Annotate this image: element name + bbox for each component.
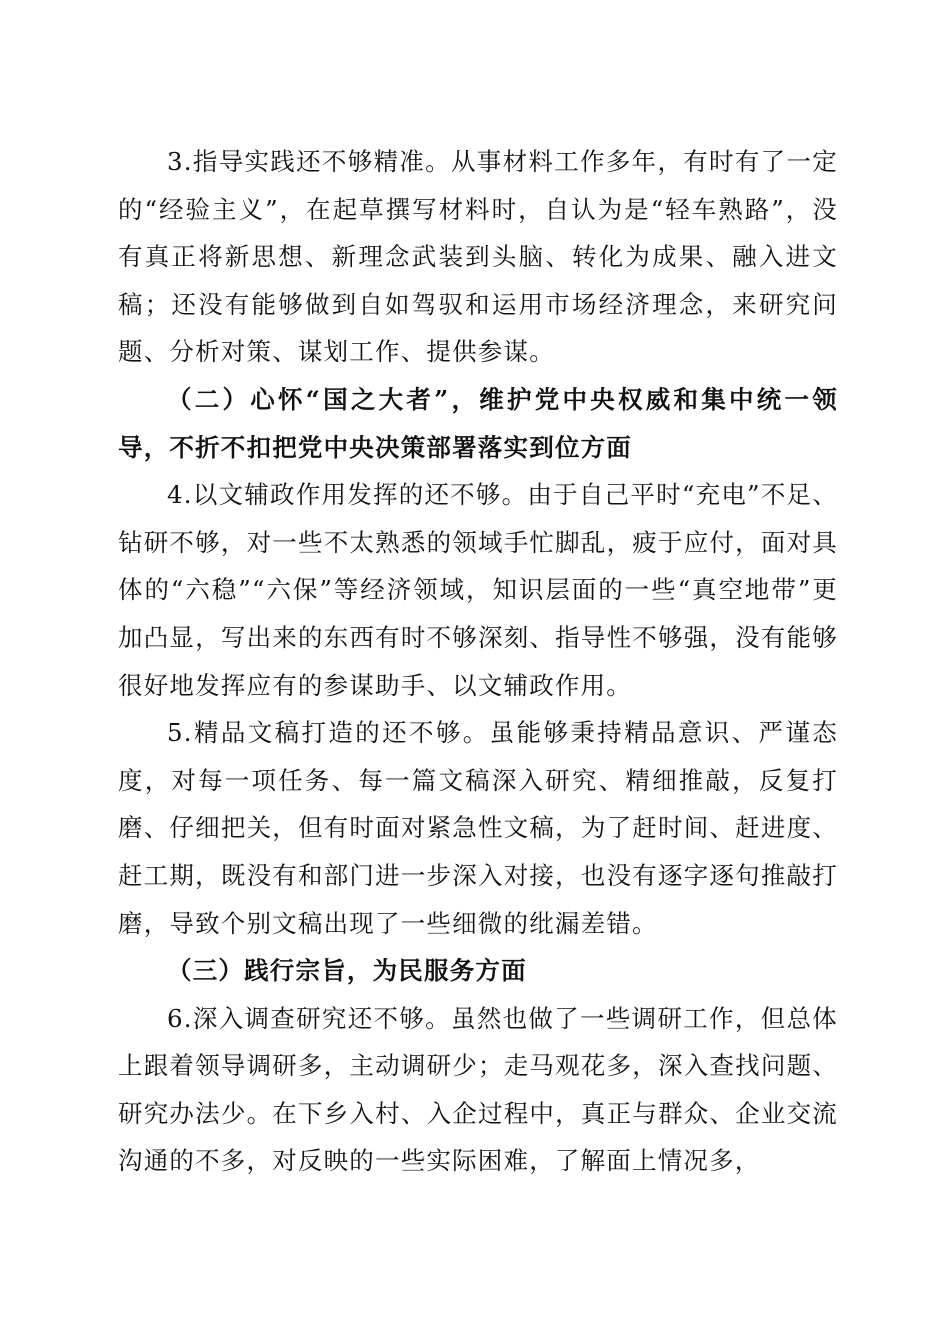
- paragraph-item-3: 3.指导实践还不够精准。从事材料工作多年，有时有了一定的“经验主义”，在起草撰写材料时，自认为是“轻车熟路”，没有真正将新思想、新理念武装到头脑、转化为成果、融入进文稿；还没有能够做到自如驾驭和运用市场经济理念，来研究问题、分析对策、谋划工作、提供参谋。: [118, 147, 838, 367]
- paragraph-item-6: 6.深入调查研究还不够。虽然也做了一些调研工作，但总体上跟着领导调研多，主动调研少；走马观花多，深入查找问题、研究办法少。在下乡入村、入企过程中，真正与群众、企业交流沟通的不多，对反映的一些实际困难，了解面上情况多，: [118, 1003, 838, 1176]
- paragraph-item-5: 5.精品文稿打造的还不够。虽能够秉持精品意识、严谨态度，对每一项任务、每一篇文稿深入研究、精细推敲，反复打磨、仔细把关，但有时面对紧急性文稿，为了赶时间、赶进度、赶工期，既没有和部门进一步深入对接，也没有逐字逐句推敲打磨，导致个别文稿出现了一些细微的纰漏差错。: [118, 718, 838, 938]
- paragraph-item-4: 4.以文辅政作用发挥的还不够。由于自己平时“充电”不足、钻研不够，对一些不太熟悉的领域手忙脚乱，疲于应付，面对具体的“六稳”“六保”等经济领域，知识层面的一些“真空地带”更加凸显，写出来的东西有时不够深刻、指导性不够强，没有能够很好地发挥应有的参谋助手、以文辅政作用。: [118, 480, 838, 700]
- document-page: [118, 138, 838, 1185]
- section-heading-2: （二）心怀“国之大者”，维护党中央权威和集中统一领导，不折不扣把党中央决策部署落实到位方面: [118, 384, 838, 462]
- section-heading-3: （三）践行宗旨，为民服务方面: [167, 956, 527, 986]
